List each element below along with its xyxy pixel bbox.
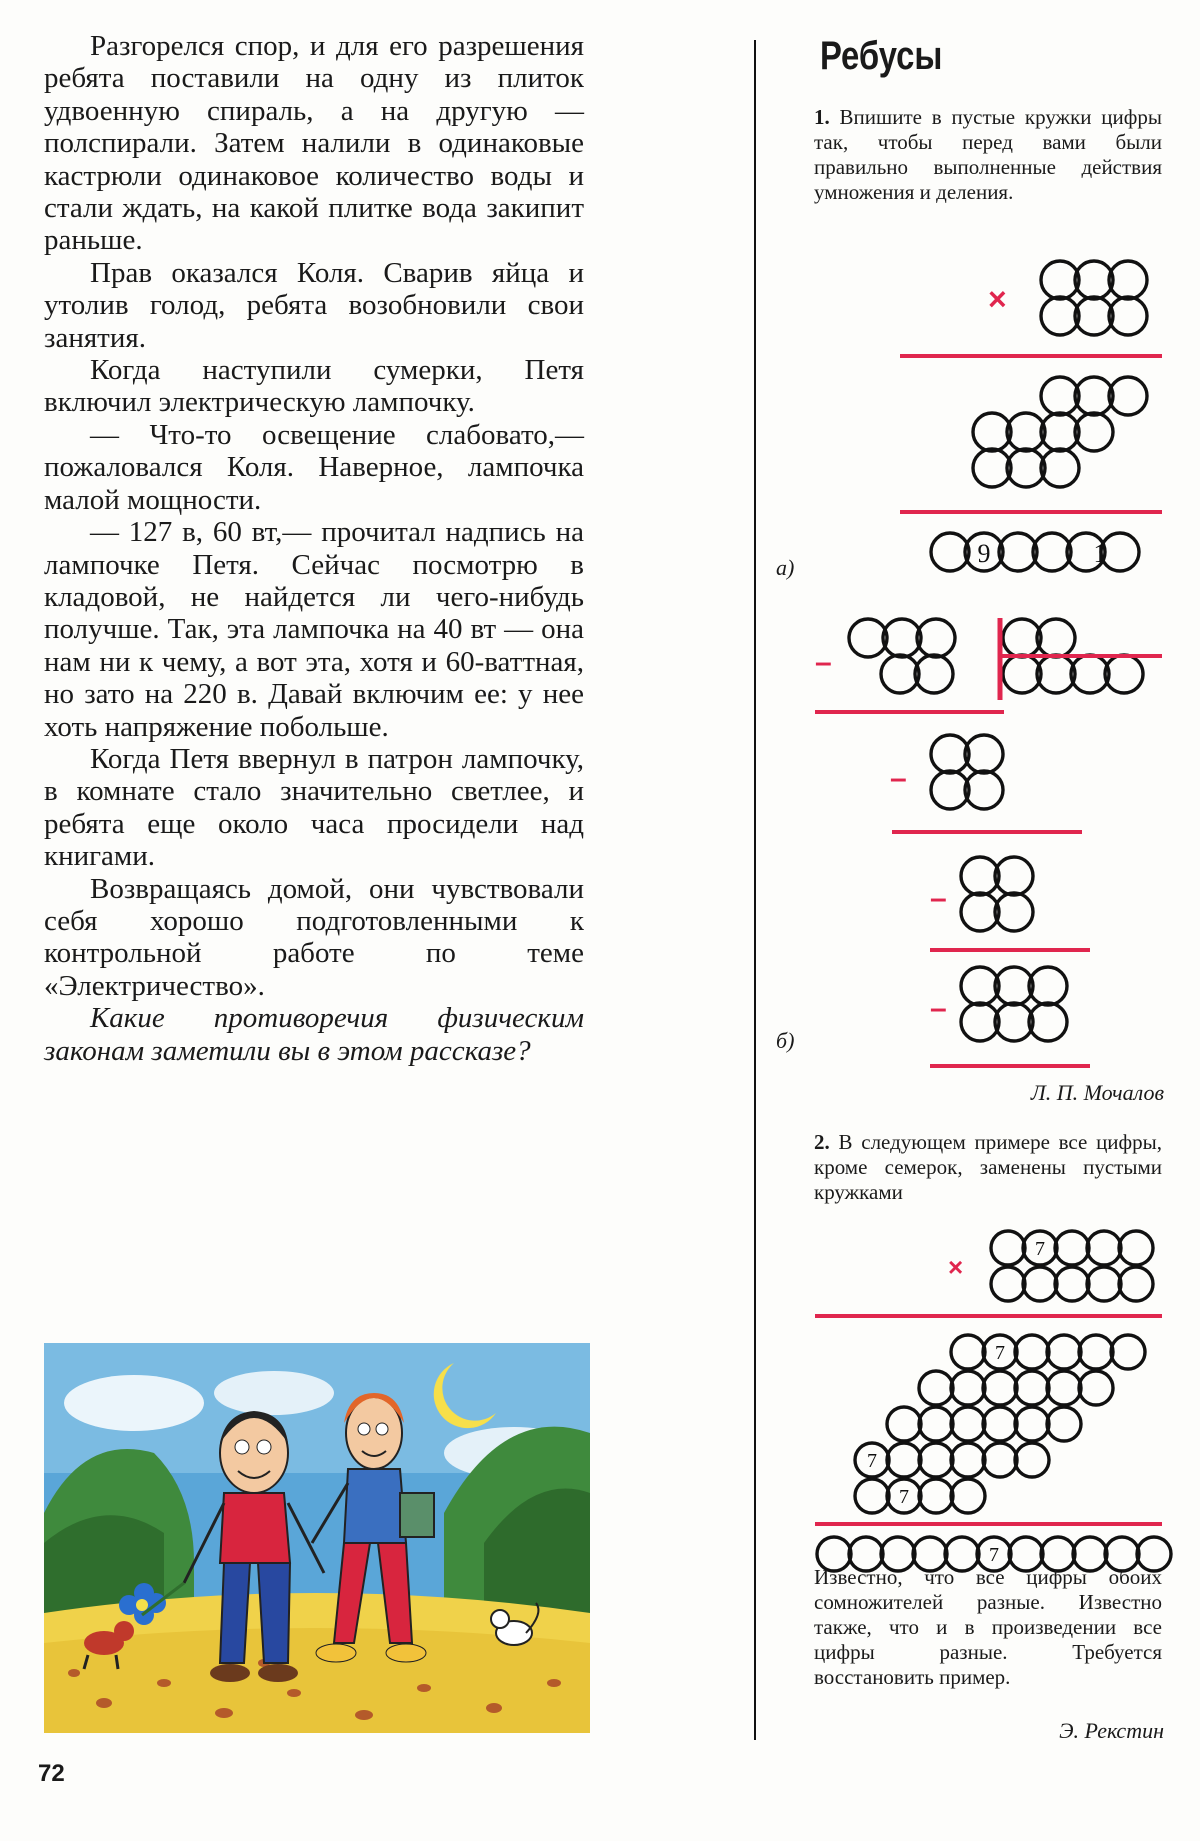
- digit-circle: [951, 1443, 985, 1477]
- digit-label: 7: [1035, 1238, 1045, 1260]
- problem1-number: 1.: [814, 105, 830, 129]
- minus-sign: –: [930, 992, 947, 1025]
- digit-label: 7: [867, 1450, 877, 1472]
- story-paragraph: Когда наступили сумерки, Петя включил электрическую лампочку.: [44, 354, 584, 419]
- digit-circle: [951, 1335, 985, 1369]
- digit-circle: [961, 893, 999, 931]
- digit-circle: [1119, 1231, 1153, 1265]
- digit-circle: [883, 619, 921, 657]
- author-1: Л. П. Мочалов: [1030, 1080, 1164, 1105]
- digit-circle: [1015, 1371, 1049, 1405]
- digit-circle: [983, 1443, 1017, 1477]
- minus-sign: –: [890, 762, 907, 795]
- digit-circle: [915, 655, 953, 693]
- digit-circle: [1119, 1267, 1153, 1301]
- digit-circle: [887, 1443, 921, 1477]
- digit-circle: [887, 1407, 921, 1441]
- digit-circle: [919, 1407, 953, 1441]
- digit-circle: [961, 1003, 999, 1041]
- digit-circle: [919, 1443, 953, 1477]
- times-sign: ×: [988, 281, 1007, 317]
- digit-circle: [919, 1479, 953, 1513]
- digit-circle: [1087, 1231, 1121, 1265]
- digit-circle: [965, 735, 1003, 773]
- label-b: б): [776, 1028, 795, 1053]
- digit-circle: [931, 771, 969, 809]
- problem2-body: В следующем примере все цифры, кроме семерок, заменены пустыми кружками: [814, 1130, 1163, 1204]
- times-sign: ×: [948, 1252, 964, 1282]
- digit-circle: [1087, 1267, 1121, 1301]
- digit-circle: [1015, 1443, 1049, 1477]
- story-paragraph: Когда Петя ввернул в патрон лампочку, в комнате стало значительно светлее, и ребята еще около часа просидели над книгами.: [44, 742, 584, 873]
- digit-circle: [931, 735, 969, 773]
- problem2-number: 2.: [814, 1130, 830, 1154]
- digit-circle: [1047, 1407, 1081, 1441]
- minus-sign: –: [815, 646, 832, 679]
- digit-circle: [1079, 1335, 1113, 1369]
- digit-circle: [951, 1479, 985, 1513]
- digit-circle: [1079, 1371, 1113, 1405]
- digit-circle: [973, 449, 1011, 487]
- digit-label: 7: [899, 1486, 909, 1508]
- digit-circle: [1047, 1335, 1081, 1369]
- story-paragraph: Прав оказался Коля. Сварив яйца и утолив голод, ребята возобновили свои занятия.: [44, 256, 584, 354]
- digit-circle: [1055, 1267, 1089, 1301]
- digit-circle: [961, 967, 999, 1005]
- problem2-text: [814, 1130, 1162, 1205]
- minus-sign: –: [930, 882, 947, 915]
- digit-label: 1: [1093, 539, 1107, 568]
- digit-circle: [849, 619, 887, 657]
- digit-circle: [995, 893, 1033, 931]
- digit-circle: [1015, 1407, 1049, 1441]
- digit-circle: [931, 533, 969, 571]
- digit-circle: [983, 1371, 1017, 1405]
- digit-circle: [855, 1479, 889, 1513]
- problem1-body: Впишите в пустые кружки цифры так, чтобы перед вами были правильно выполненные действия умножения и деления.: [814, 105, 1162, 204]
- digit-circle: [951, 1407, 985, 1441]
- digit-circle: [951, 1371, 985, 1405]
- story-paragraph: — Что-то освещение слабовато,— пожаловался Коля. Наверное, лампочка малой мощности.: [44, 418, 584, 516]
- problem2-followup: Известно, что все цифры обоих сомножителей разные. Известно также, что и в произведении все цифры разные. Требуется восстановить пример.: [814, 1565, 1162, 1689]
- story-paragraph: Разгорелся спор, и для его разрешения ребята поставили на одну из плиток удвоенную спираль, а на другую — полспирали. Затем налили в одинаковые кастрюли одинаковое количество воды и стали ждать, на какой плитке вода закипит раньше.: [44, 30, 584, 257]
- digit-circle: [1055, 1231, 1089, 1265]
- digit-label: 9: [977, 539, 991, 568]
- story-question: Какие противоречия физическим законам заметили вы в этом рассказе?: [44, 1002, 584, 1067]
- digit-circle: [1047, 1371, 1081, 1405]
- page-number: 72: [38, 1760, 65, 1787]
- label-a: а): [776, 555, 795, 580]
- digit-circle: [917, 619, 955, 657]
- digit-circle: [991, 1267, 1025, 1301]
- author-2: Э. Рекстин: [1059, 1718, 1164, 1743]
- digit-circle: [961, 857, 999, 895]
- digit-circle: [1015, 1335, 1049, 1369]
- digit-label: 7: [995, 1342, 1005, 1364]
- digit-label: 7: [989, 1544, 999, 1566]
- digit-circle: [1111, 1335, 1145, 1369]
- digit-circle: [995, 857, 1033, 895]
- digit-circle: [991, 1231, 1025, 1265]
- section-title: Ребусы: [820, 34, 943, 78]
- digit-circle: [1023, 1267, 1057, 1301]
- digit-circle: [965, 771, 1003, 809]
- story-paragraph: — 127 в, 60 вт,— прочитал надпись на лампочке Петя. Сейчас посмотрю в кладовой, не найдется ли чего-нибудь получше. Так, эта лампочка на 40 вт — она нам ни к чему, а вот эта, хотя и 60-ваттная, но зато на 220 в. Давай включим ее: у нее хоть напряжение побольше.: [44, 516, 584, 743]
- digit-circle: [919, 1371, 953, 1405]
- digit-circle: [881, 655, 919, 693]
- story-paragraph: Возвращаясь домой, они чувствовали себя хорошо подготовленными к контрольной работе по теме «Электричество».: [44, 872, 584, 1002]
- digit-circle: [973, 413, 1011, 451]
- digit-circle: [983, 1407, 1017, 1441]
